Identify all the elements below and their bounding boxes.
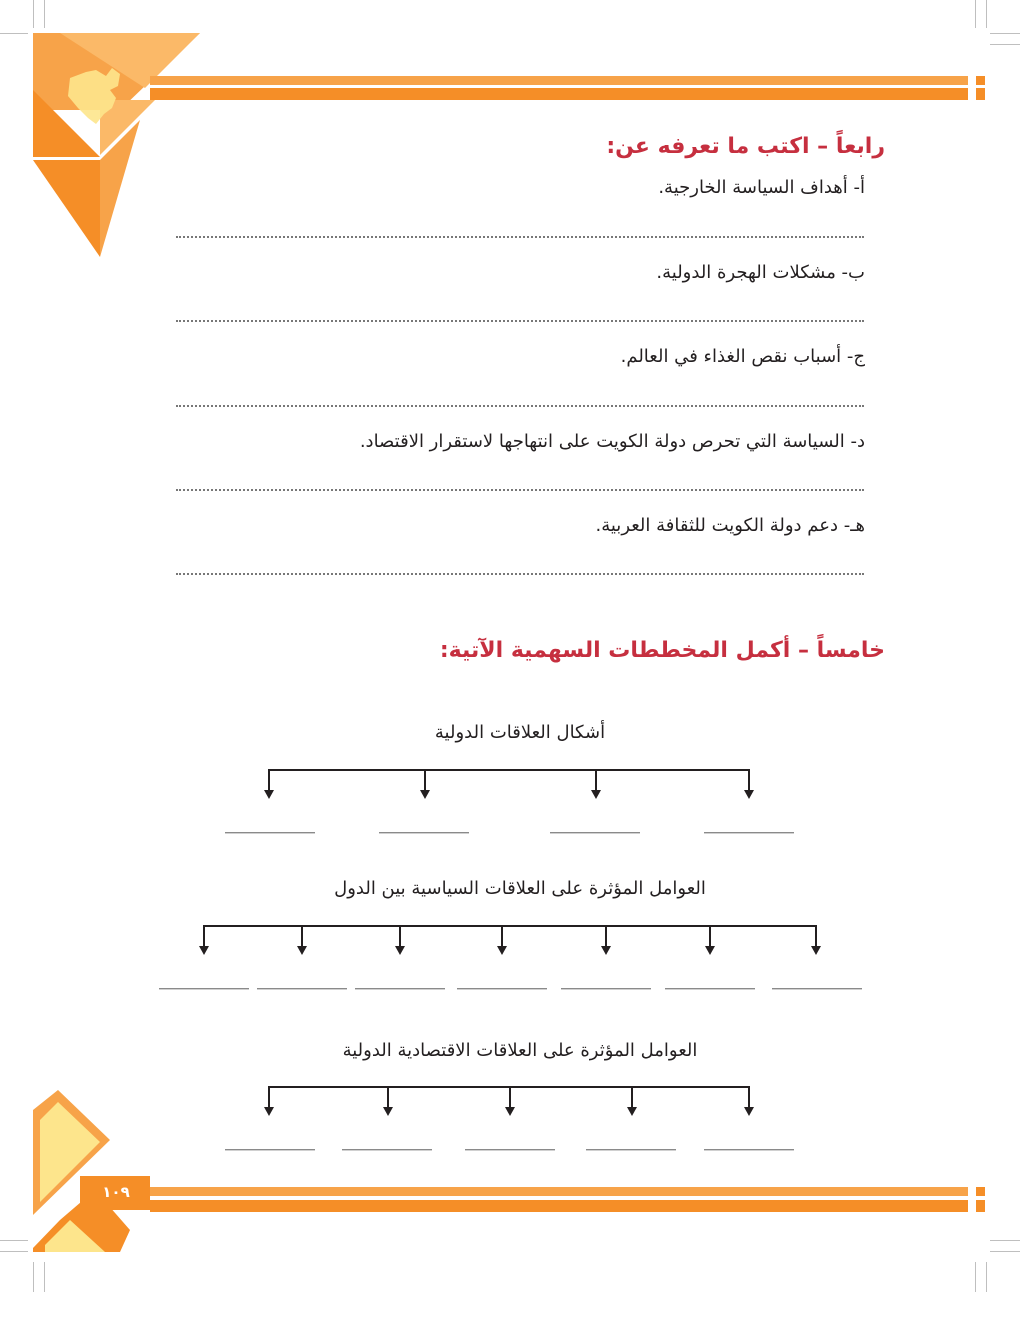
answer-line-a[interactable] bbox=[176, 236, 864, 238]
diagram-2-arrow bbox=[501, 925, 503, 947]
diagram-1-arrow bbox=[595, 769, 597, 791]
crop-mark bbox=[986, 0, 987, 28]
diagram-2-title: العوامل المؤثرة على العلاقات السياسية بين الدول bbox=[334, 878, 706, 899]
diagram-2-blank[interactable] bbox=[159, 988, 249, 990]
answer-line-b[interactable] bbox=[176, 320, 864, 322]
diagram-2-blank[interactable] bbox=[665, 988, 755, 990]
question-c: ج- أسباب نقص الغذاء في العالم. bbox=[620, 346, 865, 367]
diagram-3-blank[interactable] bbox=[586, 1149, 676, 1151]
diagram-1-arrow bbox=[748, 769, 750, 791]
diagram-2-arrow bbox=[301, 925, 303, 947]
diagram-1-arrow bbox=[268, 769, 270, 791]
header-band-dark bbox=[150, 88, 968, 100]
footer-corner-decoration bbox=[0, 1080, 170, 1260]
diagram-1-blank[interactable] bbox=[704, 832, 794, 834]
diagram-3-arrow bbox=[509, 1086, 511, 1108]
diagram-3-arrow bbox=[387, 1086, 389, 1108]
diagram-3-blank[interactable] bbox=[225, 1149, 315, 1151]
question-b: ب- مشكلات الهجرة الدولية. bbox=[656, 262, 865, 283]
diagram-1-blank[interactable] bbox=[550, 832, 640, 834]
header-band-light bbox=[150, 76, 968, 85]
section-4-title: رابعاً – اكتب ما تعرفه عن: bbox=[606, 134, 885, 159]
crop-mark bbox=[986, 1262, 987, 1292]
question-e: هـ- دعم دولة الكويت للثقافة العربية. bbox=[595, 515, 865, 536]
header-corner-decoration bbox=[0, 0, 220, 270]
diagram-2-blank[interactable] bbox=[257, 988, 347, 990]
diagram-3-arrow bbox=[748, 1086, 750, 1108]
diagram-1-title: أشكال العلاقات الدولية bbox=[434, 722, 606, 743]
answer-line-d[interactable] bbox=[176, 489, 864, 491]
diagram-2-blank[interactable] bbox=[561, 988, 651, 990]
diagram-3-title: العوامل المؤثرة على العلاقات الاقتصادية الدولية bbox=[342, 1040, 698, 1061]
diagram-2-arrow bbox=[709, 925, 711, 947]
answer-line-e[interactable] bbox=[176, 573, 864, 575]
diagram-3-arrow bbox=[268, 1086, 270, 1108]
footer-band-end bbox=[976, 1187, 985, 1196]
diagram-2-arrow bbox=[815, 925, 817, 947]
crop-mark bbox=[33, 1262, 34, 1292]
page-number: ١٠٩ bbox=[102, 1183, 130, 1201]
diagram-3-arrow bbox=[631, 1086, 633, 1108]
footer-band-end bbox=[976, 1200, 985, 1212]
question-a: أ- أهداف السياسة الخارجية. bbox=[658, 177, 865, 198]
header-band-end bbox=[976, 88, 985, 100]
diagram-2-arrow bbox=[605, 925, 607, 947]
crop-mark bbox=[975, 1262, 976, 1292]
diagram-2-blank[interactable] bbox=[772, 988, 862, 990]
diagram-1-bar bbox=[268, 769, 750, 771]
footer-band-light bbox=[150, 1187, 968, 1196]
diagram-2-arrow bbox=[203, 925, 205, 947]
question-d: د- السياسة التي تحرص دولة الكويت على انتهاجها لاستقرار الاقتصاد. bbox=[359, 431, 865, 452]
diagram-2-blank[interactable] bbox=[355, 988, 445, 990]
diagram-1-blank[interactable] bbox=[225, 832, 315, 834]
diagram-3-blank[interactable] bbox=[342, 1149, 432, 1151]
answer-line-c[interactable] bbox=[176, 405, 864, 407]
diagram-2-bar bbox=[203, 925, 817, 927]
diagram-2-arrow bbox=[399, 925, 401, 947]
crop-mark bbox=[975, 0, 976, 28]
diagram-2-blank[interactable] bbox=[457, 988, 547, 990]
crop-mark bbox=[44, 1262, 45, 1292]
diagram-1-arrow bbox=[424, 769, 426, 791]
crop-mark bbox=[990, 44, 1020, 45]
header-band-end bbox=[976, 76, 985, 85]
diagram-3-blank[interactable] bbox=[704, 1149, 794, 1151]
section-5-title: خامساً – أكمل المخططات السهمية الآتية: bbox=[439, 638, 885, 663]
crop-mark bbox=[990, 1240, 1020, 1241]
diagram-3-blank[interactable] bbox=[465, 1149, 555, 1151]
diagram-1-blank[interactable] bbox=[379, 832, 469, 834]
crop-mark bbox=[990, 1251, 1020, 1252]
crop-mark bbox=[990, 33, 1020, 34]
footer-band-dark bbox=[150, 1200, 968, 1212]
